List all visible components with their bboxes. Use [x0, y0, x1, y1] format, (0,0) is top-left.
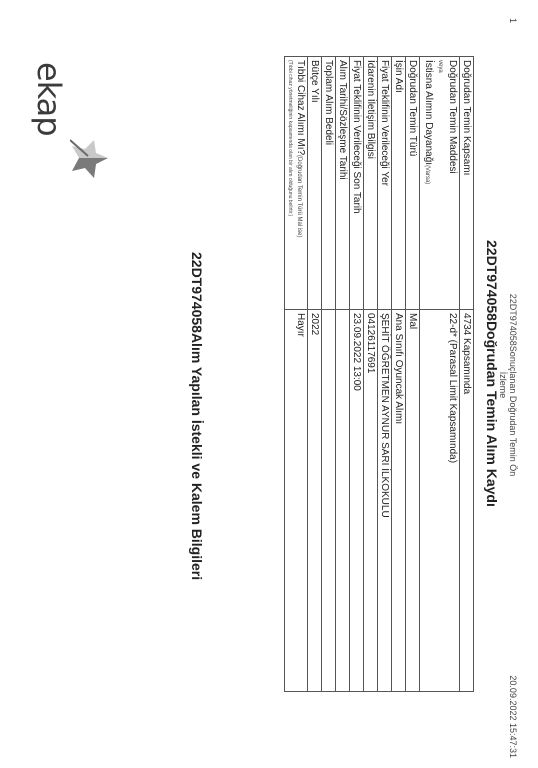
row-label-note-2: (Varsa) [424, 165, 430, 185]
row-value: ŞEHİT ÖĞRETMEN AYNUR SARI İLKOKULU [378, 310, 392, 692]
row-value: 4734 Kapsamında [460, 310, 474, 692]
ekap-star-logo-icon [70, 138, 110, 182]
row-label: Toplam Alım Bedeli [322, 57, 336, 310]
row-label-footnote: (Tıbbi cihaz yönetmeliğinin kapsamında olan bir alım olduğunu belirtir.) [287, 60, 293, 217]
row-value: Mal [406, 310, 420, 692]
row-label: İdarenin İletişim Bilgisi [364, 57, 378, 310]
table-row [364, 57, 378, 692]
ekap-logo-text: ekap [30, 62, 68, 136]
row-value: 04126117691 [364, 310, 378, 692]
row-label-note: (Doğrudan Temin Türü Mal ise) [296, 155, 302, 238]
row-value: 2022 [308, 310, 322, 692]
row-label: İşin Adı [392, 57, 406, 310]
row-label: Fiyat Teklifinin Verileceği Yer [378, 57, 392, 310]
table-row [460, 57, 474, 692]
print-datetime: 20.09.2022 15:47:31 [508, 675, 518, 758]
table-row [336, 57, 350, 692]
table-row [378, 57, 392, 692]
page-subtitle: 22DT974058Sonuçlanan Doğrudan Temin Ön İzleme [498, 293, 518, 477]
row-label [285, 57, 308, 310]
row-label [420, 57, 460, 310]
record-table [284, 56, 474, 692]
table-row [392, 57, 406, 692]
page-title: 22DT974058Doğrudan Temin Alım Kaydı [484, 240, 500, 507]
row-value: Ana Sınıfı Oyuncak Alımı [392, 310, 406, 692]
table-row [420, 57, 460, 692]
row-value: Hayır [285, 310, 308, 692]
row-label: Alım Tarihi/Sözleşme Tarihi [336, 57, 350, 310]
row-label: Fiyat Teklifinin Verileceği Son Tarih [350, 57, 364, 310]
row-label-note: veya [437, 60, 443, 73]
row-label: Doğrudan Temin Kapsamı [460, 57, 474, 310]
row-value [322, 310, 336, 692]
row-label-text: Tıbbi Cihaz Alımı Mı? [295, 60, 306, 156]
row-value [336, 310, 350, 692]
table-row [322, 57, 336, 692]
section-title: 22DT974058Alım Yapılan İstekli ve Kalem Bilgileri [189, 252, 205, 581]
row-label: Doğrudan Temin Türü [406, 57, 420, 310]
table-row [308, 57, 322, 692]
table-row [350, 57, 364, 692]
table-row [406, 57, 420, 692]
row-label-text: Doğrudan Temin Maddesi [447, 60, 458, 174]
row-label-text-2: İstisna Alımın Dayanağı [423, 60, 434, 166]
table-row [285, 57, 308, 692]
page-number: 1 [508, 18, 518, 24]
row-value: 23.09.2022 13:00 [350, 310, 364, 692]
row-label: Bütçe Yılı [308, 57, 322, 310]
row-value: 22-d* (Parasal Limit Kapsamında) [420, 310, 460, 692]
